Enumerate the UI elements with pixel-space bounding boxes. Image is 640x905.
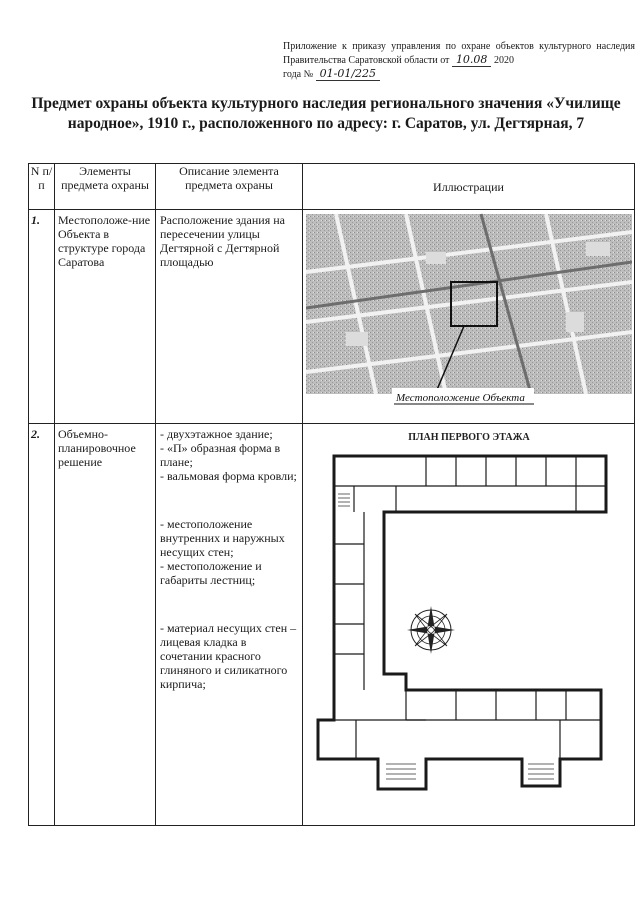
row-number: 2.: [29, 424, 55, 826]
map-label: Местоположение Объекта: [395, 392, 525, 404]
floor-plan-image: [306, 424, 632, 822]
row-number: 1.: [29, 210, 55, 424]
description-item: - материал несущих стен – лицевая кладка в сочетании красного глиняного и силикатного кирпича;: [160, 621, 297, 691]
header-description: Описание элемента предмета охраны: [156, 164, 303, 210]
illustration-cell: [303, 424, 635, 826]
header-elements: Элементы предмета охраны: [55, 164, 156, 210]
description-item: - местоположение и габариты лестниц;: [160, 559, 262, 587]
compass-rose-icon: [407, 606, 455, 654]
row-description: Расположение здания на пересечении улицы Дегтярной с Дегтярной площадью: [156, 210, 303, 424]
description-item: - «П» образная форма в плане;: [160, 441, 281, 469]
table-header-row: [29, 164, 635, 210]
protection-table: [28, 163, 635, 826]
description-item: - двухэтажное здание;: [160, 427, 273, 441]
appendix-note: [283, 40, 635, 81]
page-title: Предмет охраны объекта культурного наследия регионального значения «Училище народное», 1910 г., расположенного по адресу: г. Саратов, ул. Дегтярная, 7: [31, 95, 621, 132]
appendix-number: 01-01/225: [316, 67, 380, 81]
appendix-number-label: года №: [283, 69, 314, 80]
description-item: - вальмовая форма кровли;: [160, 469, 297, 483]
appendix-date: 10.08: [452, 53, 492, 67]
header-illustrations: Иллюстрации: [303, 164, 635, 210]
table-row: [29, 424, 635, 826]
row-description: [156, 424, 303, 826]
row-element: Местоположе-ние Объекта в структуре города Саратова: [55, 210, 156, 424]
plan-title: ПЛАН ПЕРВОГО ЭТАЖА: [407, 432, 530, 443]
table-row: [29, 210, 635, 424]
row-element: Объемно-планировочное решение: [55, 424, 156, 826]
appendix-text: Приложение к приказу управления по охране объектов культурного наследия Правительства Саратовской области от: [283, 41, 635, 66]
header-num: N п/п: [29, 164, 55, 210]
description-item: - местоположение внутренних и наружных несущих стен;: [160, 517, 285, 559]
illustration-cell: [303, 210, 635, 424]
location-map-image: [306, 212, 632, 418]
appendix-year: 2020: [493, 55, 514, 66]
